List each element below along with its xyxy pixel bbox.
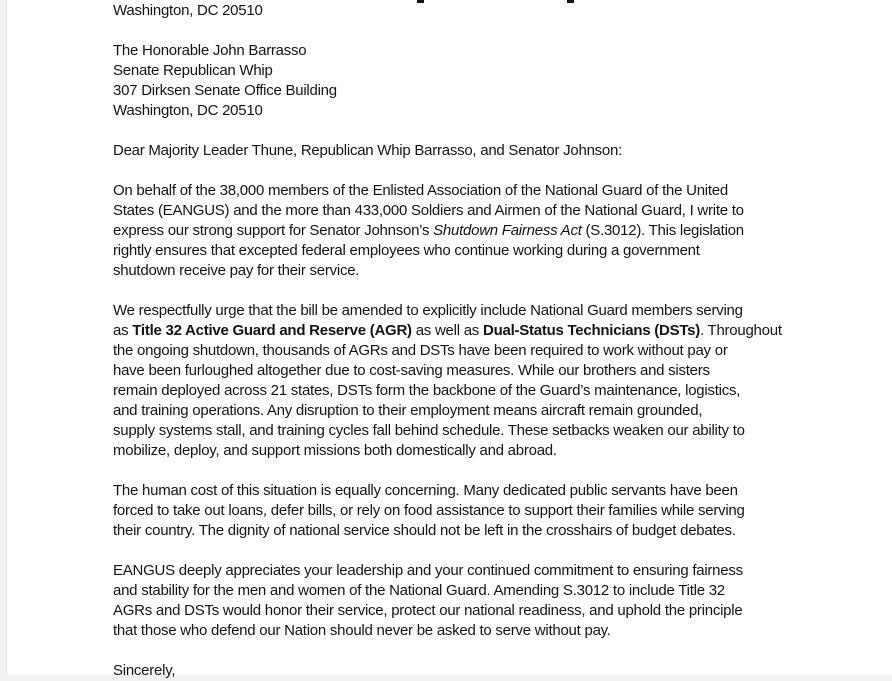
blank-line	[113, 121, 813, 141]
body-text: as well as	[411, 322, 483, 339]
emphasis-bold: Title 32 Active Guard and Reserve (AGR)	[132, 322, 412, 339]
body-text: as	[113, 322, 133, 339]
address-line: Senate Republican Whip	[113, 62, 273, 79]
body-line: On behalf of the 38,000 members of the Enlisted Association of the National Guard of the United	[113, 182, 728, 199]
body-line: and stability for the men and women of the National Guard. Amending S.3012 to include Title 32	[113, 582, 725, 599]
bill-title-italic: Shutdown Fairness Act	[433, 222, 582, 239]
address-line: Washington, DC 20510	[113, 2, 263, 19]
body-line: and training operations. Any disruption to their employment means aircraft remain grounded,	[113, 402, 703, 419]
emphasis-bold: Dual-Status Technicians (DSTs)	[482, 322, 700, 339]
closing-line: Sincerely,	[113, 662, 176, 679]
body-line: mobilize, deploy, and support missions both domestically and abroad.	[113, 442, 557, 459]
address-line: The Honorable John Barrasso	[113, 42, 307, 59]
body-line: AGRs and DSTs would honor their service, protect our national readiness, and uphold the principle	[113, 602, 743, 619]
body-line: that those who defend our Nation should never be asked to serve without pay.	[113, 622, 611, 639]
body-line: forced to take out loans, defer bills, or rely on food assistance to support their families while serving	[113, 502, 745, 519]
body-line: EANGUS deeply appreciates your leadership and your continued commitment to ensuring fairness	[113, 562, 743, 579]
blank-line	[113, 161, 813, 181]
body-line: shutdown receive pay for their service.	[113, 262, 360, 279]
body-line	[113, 221, 813, 241]
body-line: rightly ensures that excepted federal employees who continue working during a government	[113, 242, 700, 259]
body-line: supply systems stall, and training cycles fall behind schedule. These setbacks weaken our ability to	[113, 422, 745, 439]
body-line	[113, 321, 813, 341]
address-line: Washington, DC 20510	[113, 102, 263, 119]
body-text: . Throughout	[699, 322, 782, 339]
body-text: express our strong support for Senator Johnson’s	[113, 222, 434, 239]
blank-line	[113, 641, 813, 661]
body-line: remain deployed across 21 states, DSTs form the backbone of the Guard’s maintenance, logistics,	[113, 382, 741, 399]
blank-line	[113, 461, 813, 481]
body-line: The human cost of this situation is equally concerning. Many dedicated public servants have been	[113, 482, 738, 499]
body-line: We respectfully urge that the bill be amended to explicitly include National Guard members serving	[113, 302, 743, 319]
body-line: States (EANGUS) and the more than 433,000 Soldiers and Airmen of the National Guard, I write to	[113, 202, 744, 219]
body-line: their country. The dignity of national service should not be left in the crosshairs of budget debates.	[113, 522, 736, 539]
blank-line	[113, 541, 813, 561]
body-text: (S.3012). This legislation	[581, 222, 744, 239]
body-line: have been furloughed altogether due to cost-saving measures. While our brothers and sisters	[113, 362, 710, 379]
body-line: the ongoing shutdown, thousands of AGRs and DSTs have been required to work without pay or	[113, 342, 728, 359]
blank-line	[113, 281, 813, 301]
salutation: Dear Majority Leader Thune, Republican Whip Barrasso, and Senator Johnson:	[113, 142, 623, 159]
address-line: 307 Dirksen Senate Office Building	[113, 82, 337, 99]
blank-line	[113, 21, 813, 41]
letter-body	[113, 1, 813, 681]
document-page	[6, 0, 892, 679]
